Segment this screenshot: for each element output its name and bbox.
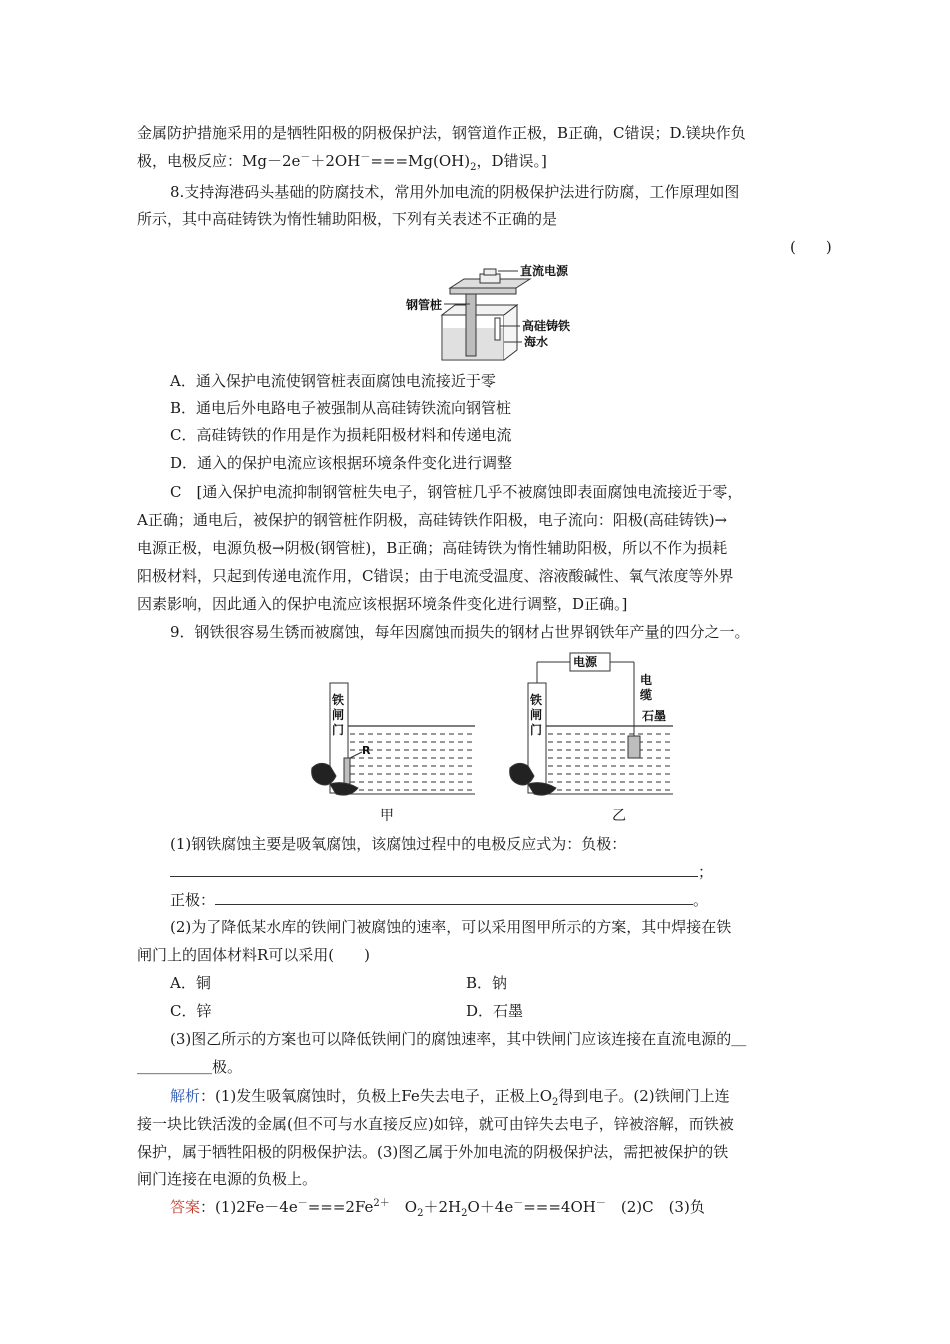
figb-cable-label-1: 电 (640, 673, 653, 687)
figb-gate-label-1: 铁 (530, 693, 543, 707)
q9-option-a: A．铜 (170, 974, 211, 992)
q9-part1-stem: (1)钢铁腐蚀主要是吸氧腐蚀，该腐蚀过程中的电极反应式为：负极： (170, 835, 627, 853)
answer-label: 答案 (170, 1198, 201, 1216)
prev-explanation-line-1: 金属防护措施采用的是牺牲阳极的阴极保护法，钢管道作正极，B正确，C错误；D.镁块作负 (137, 124, 746, 142)
figb-caption: 乙 (612, 808, 626, 824)
q8-answer-line-4: 阳极材料，只起到传递电流作用，C错误；由于电流受温度、溶液酸碱性、氧气浓度等外界 (137, 567, 734, 585)
figb-cable-label-2: 缆 (640, 688, 653, 702)
q9-option-c: C．锌 (170, 1002, 212, 1020)
q8-answer-line-1: C [通入保护电流抑制钢管桩失电子，钢管桩几乎不被腐蚀即表面腐蚀电流接近于零， (170, 483, 743, 501)
q9-figure-a (310, 676, 480, 826)
q8-stem-line-2: 所示，其中高硅铸铁为惰性辅助阳极，下列有关表述不正确的是 (137, 210, 558, 228)
q9-part3-line-1: (3)图乙所示的方案也可以降低铁闸门的腐蚀速率，其中铁闸门应该连接在直流电源的＿ (170, 1030, 747, 1048)
q8-option-c: C．高硅铸铁的作用是作为损耗阳极材料和传递电流 (170, 426, 512, 444)
cathode-answer-blank (215, 890, 693, 905)
q8-figure (400, 260, 590, 368)
q8-option-d: D．通入的保护电流应该根据环境条件变化进行调整 (170, 454, 513, 472)
q9-figure-b (508, 650, 678, 826)
figa-gate-label-3: 门 (332, 723, 345, 737)
figa-gate-label-2: 闸 (332, 708, 345, 722)
q9-part3-line-2: ＿＿＿＿＿极。 (137, 1058, 243, 1076)
q9-option-b: B．钠 (466, 974, 508, 992)
q8-answer-line-3: 电源正极，电源负极→阴极(钢管桩)，B正确；高硅铸铁为惰性辅助阳极，所以不作为损耗 (137, 539, 728, 557)
q8-answer-paren: ( ) (790, 238, 832, 256)
fig8-sea-label: 海水 (524, 335, 549, 349)
q9-cathode-line: 正极： 。 (170, 891, 709, 909)
figa-gate-label-1: 铁 (332, 693, 345, 707)
fig8-pile-label: 钢管桩 (406, 298, 443, 312)
q8-answer-line-2: A正确；通电后，被保护的钢管桩作阴极，高硅铸铁作阳极，电子流向：阳极(高硅铸铁)→ (137, 511, 728, 529)
q8-option-b: B．通电后外电路电子被强制从高硅铸铁流向钢管桩 (170, 399, 512, 417)
prev-explanation-line-2: 极，电极反应：$Mg-2e^-+2OH^-===Mg(OH)_2$，D错误。] (137, 152, 547, 173)
figa-caption: 甲 (380, 808, 394, 824)
figa-r-label: R (362, 744, 371, 757)
figb-graphite-label: 石墨 (642, 709, 667, 723)
q9-option-d: D．石墨 (466, 1002, 524, 1020)
q8-stem-line-1: 8.支持海港码头基础的防腐技术，常用外加电流的阴极保护法进行防腐，工作原理如图 (170, 183, 740, 201)
fig8-iron-label: 高硅铸铁 (522, 319, 571, 333)
q9-solution-line-2: 接一块比铁活泼的金属(但不可与水直接反应)如锌，就可由锌失去电子，锌被溶解，而铁被 (137, 1115, 734, 1133)
figb-gate-label-2: 闸 (530, 708, 543, 722)
solution-label: 解析 (170, 1087, 201, 1105)
q9-part2-line-1: (2)为了降低某水库的铁闸门被腐蚀的速率，可以采用图甲所示的方案，其中焊接在铁 (170, 918, 732, 936)
q8-option-a: A．通入保护电流使钢管桩表面腐蚀电流接近于零 (170, 372, 496, 390)
q9-anode-blank-line: ； (170, 862, 713, 882)
q9-solution-line-1: 解析：(1)发生吸氧腐蚀时，负极上Fe失去电子，正极上$O_2$得到电子。(2)铁闸门上连 (170, 1087, 730, 1108)
q8-answer-line-5: 因素影响，因此通入的保护电流应该根据环境条件变化进行调整，D正确。] (137, 595, 628, 613)
q9-answer-line: 答案：$(1)2Fe-4e^-===2Fe^{2+}$ $O_2+2H_2O+4e^-===4OH^-$ (2)C (3)负 (170, 1198, 705, 1219)
fig8-power-label: 直流电源 (520, 264, 569, 278)
q9-solution-line-4: 闸门连接在电源的负极上。 (137, 1170, 318, 1188)
q9-solution-line-3: 保护，属于牺牲阳极的阴极保护法。(3)图乙属于外加电流的阴极保护法，需把被保护的铁 (137, 1143, 729, 1161)
figb-power-label: 电源 (573, 655, 598, 669)
anode-answer-blank (170, 862, 698, 877)
q9-part2-line-2: 闸门上的固体材料R可以采用( ) (137, 946, 370, 964)
figb-gate-label-3: 门 (530, 723, 543, 737)
q9-stem: 9．钢铁很容易生锈而被腐蚀，每年因腐蚀而损失的钢材占世界钢铁年产量的四分之一。 (170, 623, 750, 641)
